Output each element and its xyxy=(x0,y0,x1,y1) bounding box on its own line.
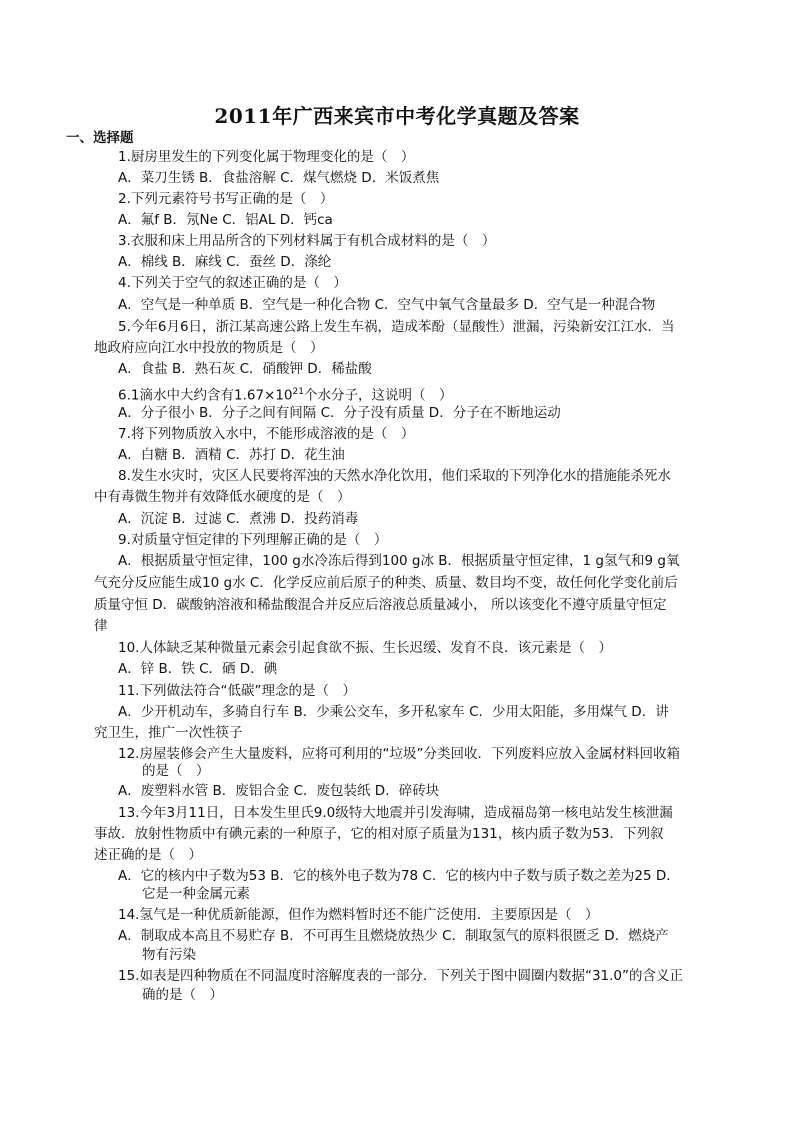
options-5: A．食盐 B．熟石灰 C．硝酸钾 D．稀盐酸 xyxy=(118,361,372,377)
question-11: 11.下列做法符合“低碳”理念的是（ ） xyxy=(118,683,356,699)
options-13-cont: 它是一种金属元素 xyxy=(142,886,250,902)
question-6-text-end: 个水分子，这说明（ ） xyxy=(303,387,453,404)
options-9-cont: 质量守恒 D．碳酸钠溶液和稀盐酸混合并反应后溶液总质量减小， 所以该变化不遵守质量守恒定 xyxy=(94,597,667,613)
question-14: 14.氢气是一种优质新能源，但作为燃料暂时还不能广泛使用．主要原因是（ ） xyxy=(118,907,599,923)
options-14: A．制取成本高且不易贮存 B．不可再生且燃烧放热少 C．制取氢气的原料很匮乏 D．燃烧产 xyxy=(118,928,669,944)
question-1: 1.厨房里发生的下列变化属于物理变化的是（ ） xyxy=(118,149,415,165)
question-15: 15.如表是四种物质在不同温度时溶解度表的一部分．下列关于图中圆圈内数据“31.0”的含义正 xyxy=(118,968,684,984)
options-12: A．废塑料水管 B．废铝合金 C．废包装纸 D．碎砖块 xyxy=(118,783,440,799)
question-2: 2.下列元素符号书写正确的是（ ） xyxy=(118,191,334,207)
question-6-text: 6.1滴水中大约含有1.67×10 xyxy=(118,387,293,404)
options-9-cont: 气充分反应能生成10 g水 C．化学反应前后原子的种类、质量、数目均不变，故任何化学变化前后 xyxy=(94,575,678,591)
question-13-cont: 事故．放射性物质中有碘元素的一种原子，它的相对原子质量为131，核内质子数为53．下列叙 xyxy=(94,826,664,842)
question-5: 5.今年6月6日，浙江某高速公路上发生车祸，造成苯酚（显酸性）泄漏，污染新安江江水．当 xyxy=(118,319,675,335)
options-11-cont: 究卫生，推广一次性筷子 xyxy=(94,725,243,741)
question-12-cont: 的是（ ） xyxy=(142,763,210,779)
question-3: 3.衣服和床上用品所含的下列材料属于有机合成材料的是（ ） xyxy=(118,233,496,249)
options-10: A．锌 B．铁 C．硒 D．碘 xyxy=(118,661,278,677)
question-10: 10.人体缺乏某种微量元素会引起食欲不振、生长迟缓、发育不良．该元素是（ ） xyxy=(118,640,612,656)
options-9-cont: 律 xyxy=(94,618,108,634)
options-3: A．棉线 B．麻线 C．蚕丝 D．涤纶 xyxy=(118,254,332,270)
options-9: A．根据质量守恒定律，100 g水冷冻后得到100 g冰 B．根据质量守恒定律，1 g氢气和9 g氧 xyxy=(118,553,680,569)
options-11: A．少开机动车，多骑自行车 B．少乘公交车，多开私家车 C．少用太阳能，多用煤气 D．讲 xyxy=(118,704,669,720)
options-7: A．白糖 B．酒精 C．苏打 D．花生油 xyxy=(118,447,345,463)
options-2: A．氟f B．氖Ne C．铝AL D．钙ca xyxy=(118,212,333,228)
question-13: 13.今年3月11日，日本发生里氏9.0级特大地震并引发海啸，造成福岛第一核电站发生核泄漏 xyxy=(118,805,673,821)
options-14-cont: 物有污染 xyxy=(142,947,196,963)
question-8: 8.发生水灾时，灾区人民要将浑浊的天然水净化饮用，他们采取的下列净化水的措施能杀死水 xyxy=(118,468,671,484)
question-13-cont: 述正确的是（ ） xyxy=(94,847,202,863)
options-13: A．它的核内中子数为53 B．它的核外电子数为78 C．它的核内中子数与质子数之差为25 D． xyxy=(118,868,680,884)
exponent: 21 xyxy=(292,387,304,397)
question-7: 7.将下列物质放入水中，不能形成溶液的是（ ） xyxy=(118,426,415,442)
question-5-cont: 地政府应向江水中投放的物质是（ ） xyxy=(94,340,324,356)
question-6 xyxy=(118,382,452,406)
options-4: A．空气是一种单质 B．空气是一种化合物 C．空气中氧气含量最多 D．空气是一种混合物 xyxy=(118,297,656,313)
page-title: 2011年广西来宾市中考化学真题及答案 xyxy=(214,104,580,128)
options-6: A．分子很小 B．分子之间有间隔 C．分子没有质量 D．分子在不断地运动 xyxy=(118,405,561,421)
question-9: 9.对质量守恒定律的下列理解正确的是（ ） xyxy=(118,532,388,548)
section-heading: 一、选择题 xyxy=(66,130,134,146)
options-1: A．菜刀生锈 B．食盐溶解 C．煤气燃烧 D．米饭煮焦 xyxy=(118,170,440,186)
question-15-cont: 确的是（ ） xyxy=(142,987,223,1003)
question-12: 12.房屋装修会产生大量废料，应将可利用的“垃圾”分类回收．下列废料应放入金属材料回收箱 xyxy=(118,746,680,762)
question-8-cont: 中有毒微生物并有效降低水硬度的是（ ） xyxy=(94,489,351,505)
options-8: A．沉淀 B．过滤 C．煮沸 D．投药消毒 xyxy=(118,511,359,527)
question-4: 4.下列关于空气的叙述正确的是（ ） xyxy=(118,275,347,291)
